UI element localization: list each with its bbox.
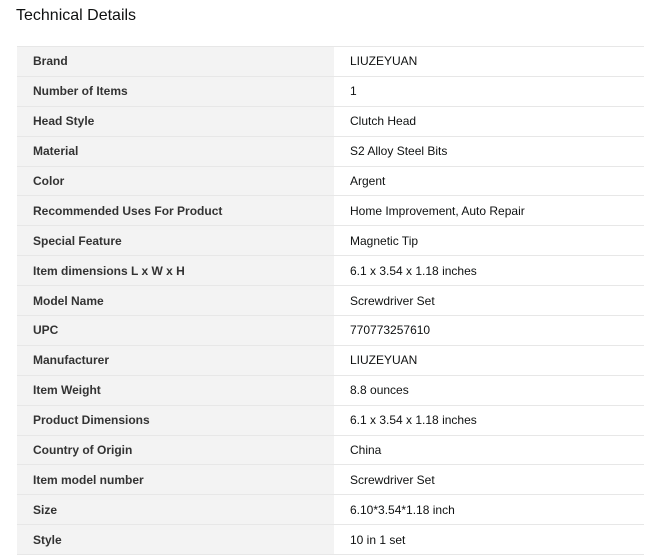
detail-row bbox=[17, 435, 644, 465]
detail-value: 770773257610 bbox=[334, 316, 644, 346]
detail-row bbox=[17, 345, 644, 375]
technical-details-body bbox=[17, 47, 644, 555]
detail-value: China bbox=[334, 435, 644, 465]
detail-label: Product Dimensions bbox=[17, 405, 334, 435]
detail-row bbox=[17, 495, 644, 525]
detail-row bbox=[17, 106, 644, 136]
detail-value: 6.1 x 3.54 x 1.18 inches bbox=[334, 256, 644, 286]
detail-value: Screwdriver Set bbox=[334, 286, 644, 316]
detail-row bbox=[17, 76, 644, 106]
detail-row bbox=[17, 47, 644, 77]
detail-row bbox=[17, 196, 644, 226]
detail-value: Screwdriver Set bbox=[334, 465, 644, 495]
detail-value: 6.1 x 3.54 x 1.18 inches bbox=[334, 405, 644, 435]
detail-label: Item model number bbox=[17, 465, 334, 495]
detail-row bbox=[17, 316, 644, 346]
technical-details-table bbox=[17, 46, 644, 555]
detail-value: S2 Alloy Steel Bits bbox=[334, 136, 644, 166]
detail-label: Item dimensions L x W x H bbox=[17, 256, 334, 286]
detail-row bbox=[17, 375, 644, 405]
detail-row bbox=[17, 136, 644, 166]
detail-row bbox=[17, 286, 644, 316]
detail-label: Recommended Uses For Product bbox=[17, 196, 334, 226]
detail-value: 10 in 1 set bbox=[334, 525, 644, 555]
detail-row bbox=[17, 525, 644, 555]
detail-label: Head Style bbox=[17, 106, 334, 136]
detail-value: Home Improvement, Auto Repair bbox=[334, 196, 644, 226]
detail-label: Special Feature bbox=[17, 226, 334, 256]
detail-row bbox=[17, 226, 644, 256]
detail-label: UPC bbox=[17, 316, 334, 346]
detail-label: Color bbox=[17, 166, 334, 196]
detail-row bbox=[17, 166, 644, 196]
detail-value: 8.8 ounces bbox=[334, 375, 644, 405]
detail-label: Country of Origin bbox=[17, 435, 334, 465]
detail-row bbox=[17, 256, 644, 286]
detail-value: LIUZEYUAN bbox=[334, 345, 644, 375]
detail-value: 6.10*3.54*1.18 inch bbox=[334, 495, 644, 525]
detail-value: Magnetic Tip bbox=[334, 226, 644, 256]
detail-row bbox=[17, 465, 644, 495]
detail-value: Argent bbox=[334, 166, 644, 196]
detail-label: Material bbox=[17, 136, 334, 166]
detail-label: Style bbox=[17, 525, 334, 555]
detail-row bbox=[17, 405, 644, 435]
detail-value: LIUZEYUAN bbox=[334, 47, 644, 77]
detail-label: Model Name bbox=[17, 286, 334, 316]
detail-label: Item Weight bbox=[17, 375, 334, 405]
detail-value: 1 bbox=[334, 76, 644, 106]
detail-label: Size bbox=[17, 495, 334, 525]
detail-label: Manufacturer bbox=[17, 345, 334, 375]
detail-label: Brand bbox=[17, 47, 334, 77]
detail-value: Clutch Head bbox=[334, 106, 644, 136]
section-title: Technical Details bbox=[16, 7, 137, 24]
detail-label: Number of Items bbox=[17, 76, 334, 106]
